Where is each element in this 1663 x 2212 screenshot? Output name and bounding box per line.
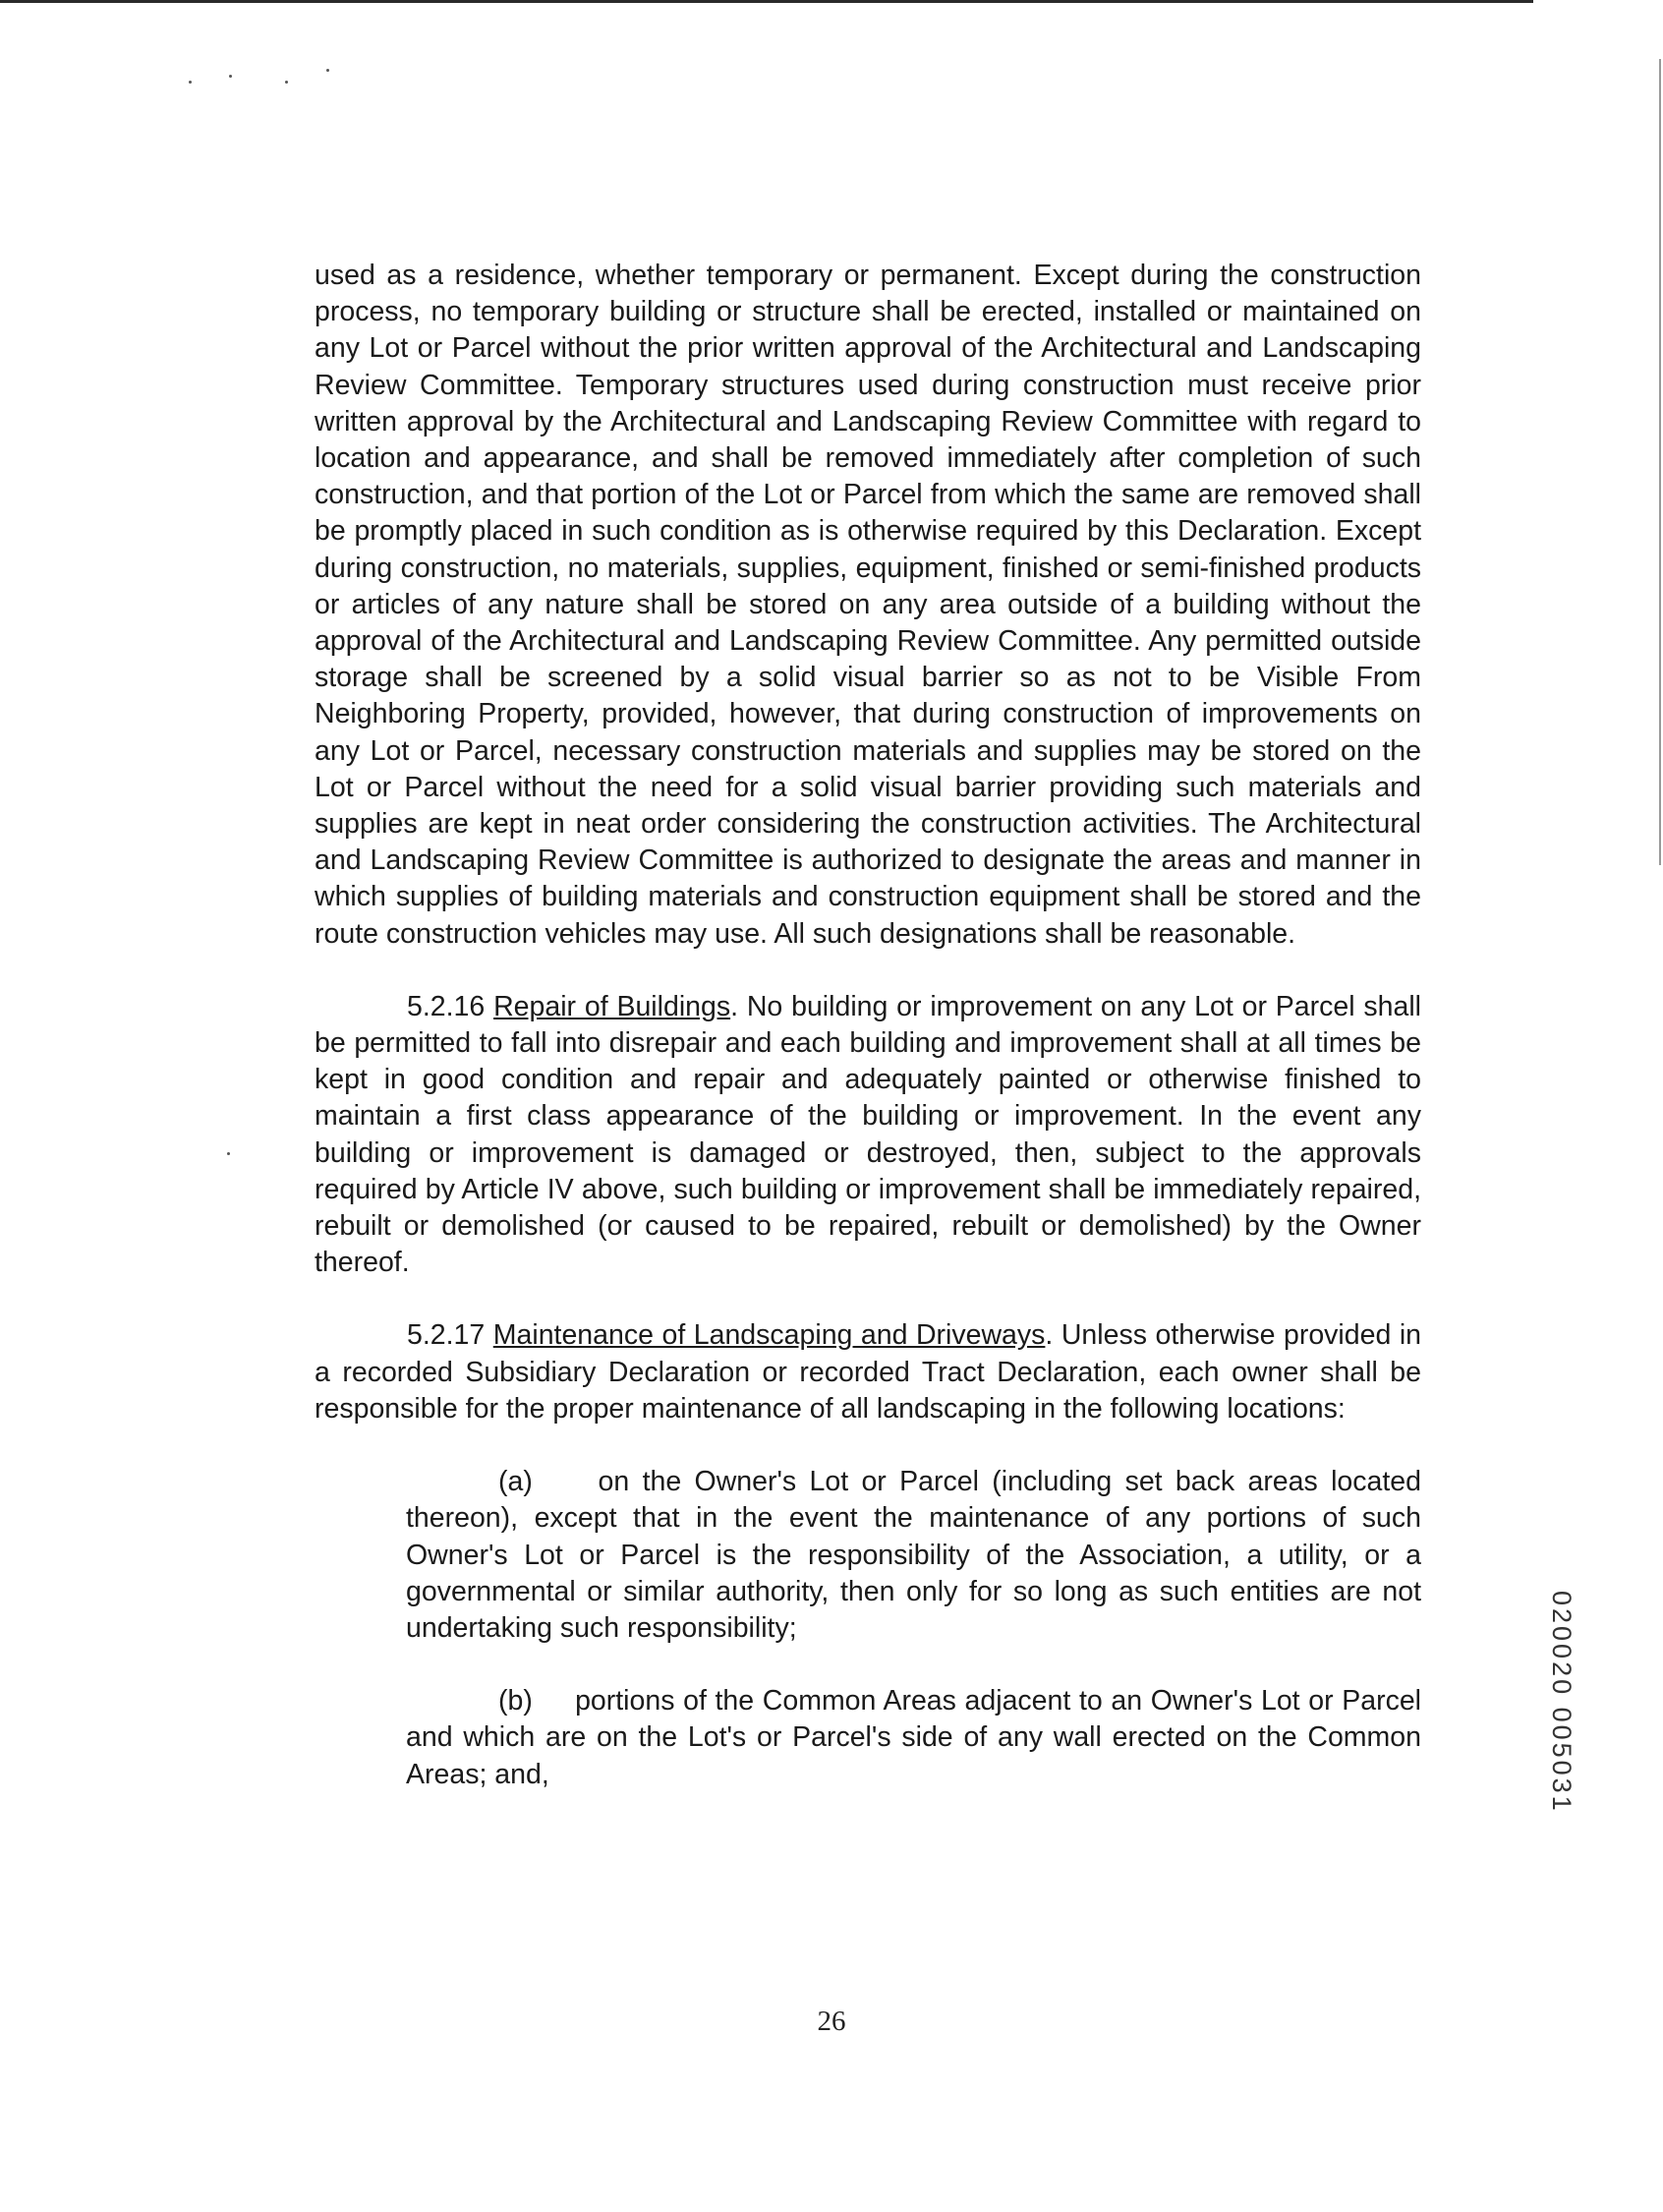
list-item-a <box>406 1464 1421 1647</box>
page-number: 26 <box>817 2006 846 2037</box>
list-item-text: on the Owner's Lot or Parcel (including set back areas located thereon), except that in the event the maintenance of any portions of such Owner's Lot or Parcel is the responsibility of the Association, a utility, or a governmental or similar authority, then only for so long as such entities are not undertaking such responsibility; <box>406 1466 1421 1644</box>
document-body <box>315 258 1421 1793</box>
recording-number-stamp: 020020 005031 <box>1547 1591 1577 1814</box>
section-body: . Unless otherwise provided in a recorded Subsidiary Declaration or recorded Tract Declaration, each owner shall be responsible for the proper maintenance of all landscaping in the following locations: <box>315 1319 1421 1425</box>
section-title: Maintenance of Landscaping and Driveways <box>492 1319 1046 1352</box>
list-item-label: (a) <box>498 1466 533 1498</box>
scan-speck <box>189 81 192 84</box>
scan-speck <box>227 1152 230 1155</box>
section-5-2-16 <box>315 989 1421 1282</box>
section-number: 5.2.17 <box>407 1319 486 1352</box>
top-scan-rule <box>0 0 1533 3</box>
section-body: . No building or improvement on any Lot or Parcel shall be permitted to fall into disrepair and each building and improvement shall at all times be kept in good condition and repair and adequately painted or otherwise finished to maintain a first class appearance of the building or improvement. In the event any building or improvement is damaged or destroyed, then, subject to the approvals required by Article IV above, such building or improvement shall be immediately repaired, rebuilt or demolished (or caused to be repaired, rebuilt or demolished) by the Owner thereof. <box>315 990 1422 1279</box>
intro-paragraph: used as a residence, whether temporary or permanent. Except during the construction process, no temporary building or structure shall be erected, installed or maintained on any Lot or Parcel without the prior written approval of the Architectural and Landscaping Review Committee. Temporary structures used during construction must receive prior written approval by the Architectural and Landscaping Review Committee with regard to location and appearance, and shall be removed immediately after completion of such construction, and that portion of the Lot or Parcel from which the same are removed shall be promptly placed in such condition as is otherwise required by this Declaration. Except during construction, no materials, supplies, equipment, finished or semi-finished products or articles of any nature shall be stored on any area outside of a building without the approval of the Architectural and Landscaping Review Committee. Any permitted outside storage shall be screened by a solid visual barrier so as not to be Visible From Neighboring Property, provided, however, that during construction of improvements on any Lot or Parcel, necessary construction materials and supplies may be stored on the Lot or Parcel without the need for a solid visual barrier providing such materials and supplies are kept in neat order considering the construction activities. The Architectural and Landscaping Review Committee is authorized to designate the areas and manner in which supplies of building materials and construction equipment shall be stored and the route construction vehicles may use. All such designations shall be reasonable. <box>315 260 1421 950</box>
scan-speck <box>229 75 232 78</box>
right-edge-scan-line <box>1659 59 1661 865</box>
list-item-label: (b) <box>498 1685 533 1717</box>
list-item-b <box>406 1683 1421 1793</box>
section-number: 5.2.16 <box>407 990 486 1022</box>
scan-speck <box>285 81 288 84</box>
scan-speck <box>326 69 329 72</box>
section-title: Repair of Buildings <box>493 990 731 1022</box>
section-5-2-17 <box>315 1317 1421 1427</box>
list-item-text: portions of the Common Areas adjacent to an Owner's Lot or Parcel and which are on the Lot's or Parcel's side of any wall erected on the Common Areas; and, <box>406 1685 1422 1790</box>
